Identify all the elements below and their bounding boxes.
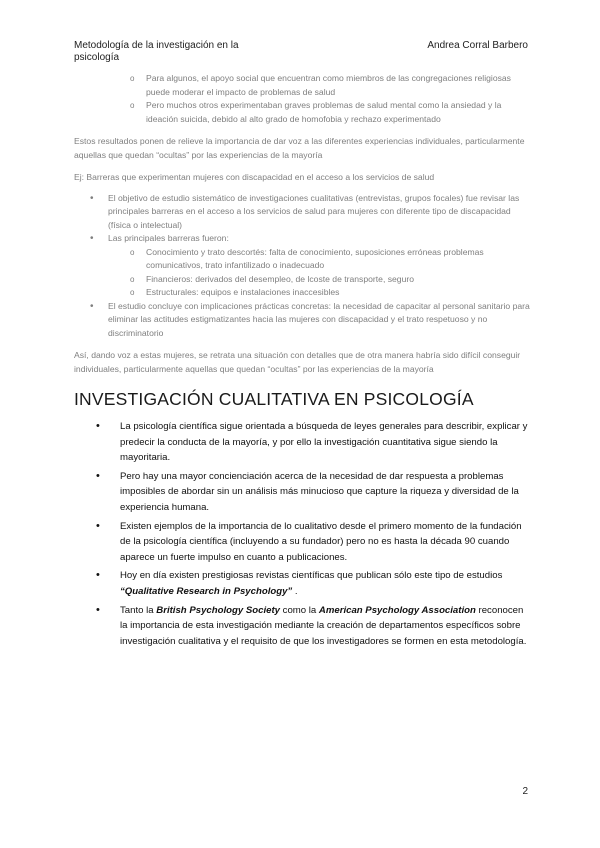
main-list (74, 419, 530, 649)
list-item: • Existen ejemplos de la importancia de lo cualitativo desde el primero momento de la fundación de la psicología científica (incluyendo a su fundador) pero no es hasta la década 90 cuando aparece un fuerte impulso en cuanto a publicaciones. (74, 519, 530, 566)
list-item: o Estructurales: equipos e instalaciones inaccesibles (74, 286, 530, 300)
list-item: • Pero hay una mayor concienciación acerca de la necesidad de dar respuesta a problemas imposibles de abordar sin un análisis más minucioso que capture la riqueza y diversidad de la experiencia humana. (74, 469, 530, 516)
top-sublist (74, 72, 530, 126)
paragraph-voice: Estos resultados ponen de relieve la importancia de dar voz a las diferentes experiencias individuales, particularmente aquellas que quedan “ocultas” por las experiencias de la mayoría (74, 136, 525, 160)
journal-title: “Qualitative Research in Psychology” (120, 585, 293, 597)
list-item: o Pero muchos otros experimentaban graves problemas de salud mental como la ansiedad y la ideación suicida, debido al alto grado de homofobia y rechazo experimentado (74, 99, 530, 126)
list-item-end: . (292, 585, 298, 597)
list-item: • La psicología científica sigue orientada a búsqueda de leyes generales para describir, explicar y predecir la conducta de la mayoría, y por ello la investigación cuantitativa sigue siendo la mayoritaria. (74, 419, 530, 466)
list-item: o Financieros: derivados del desempleo, de lcoste de transporte, seguro (74, 273, 530, 287)
list-item: • El estudio concluye con implicaciones prácticas concretas: la necesidad de capacitar al personal sanitario para eliminar las actitudes estigmatizantes hacia las mujeres con discapacidad y el trato respetuoso y no discriminatorio (74, 300, 530, 341)
list-item-text: como la (279, 604, 319, 616)
paragraph-conclusion: Así, dando voz a estas mujeres, se retrata una situación con detalles que de otra manera habría sido difícil conseguir individuales, particularmente aquellas que quedan “ocultas” por las experiencias de la mayoría (74, 350, 521, 374)
example-list (74, 192, 530, 341)
list-item-text: Tanto la (120, 604, 157, 616)
page-number: 2 (522, 786, 528, 797)
header-title: Metodología de la investigación en la psicología (74, 40, 239, 63)
section-heading: INVESTIGACIÓN CUALITATIVA EN PSICOLOGÍA (74, 389, 474, 409)
list-item (74, 568, 530, 599)
bps-name: British Psychology Society (156, 604, 280, 616)
example-title: Ej: Barreras que experimentan mujeres con discapacidad en el acceso a los servicios de salud (74, 172, 435, 182)
list-item: o Para algunos, el apoyo social que encuentran como miembros de las congregaciones religiosas puede moderar el impacto de problemas de salud (74, 72, 530, 99)
list-item-text: reconocen la importancia de esta investigación mediante la creación de departamentos específicos sobre investigación cualitativa y el requisito de que los investigadores se formen en esta metodología. (120, 604, 527, 647)
list-item (74, 603, 530, 650)
apa-name: American Psychology Association (318, 604, 476, 616)
list-item: • El objetivo de estudio sistemático de investigaciones cualitativas (entrevistas, grupos focales) fue revisar las principales barreras en el acceso a los servicios de salud para mujeres con diferente tipo de discapacidad (física o intelectual) (74, 192, 530, 233)
header-author: Andrea Corral Barbero (427, 40, 528, 51)
list-item-text: Hoy en día existen prestigiosas revistas científicas que publican sólo este tipo de estudios (120, 570, 503, 582)
list-item: o Conocimiento y trato descortés: falta de conocimiento, suposiciones erróneas problemas comunicativos, trato infantilizado o inadecuado (74, 246, 530, 273)
list-item-label: Las principales barreras fueron: (108, 233, 229, 243)
page-content (74, 72, 530, 649)
list-item (74, 232, 530, 300)
barriers-sublist (74, 246, 530, 300)
